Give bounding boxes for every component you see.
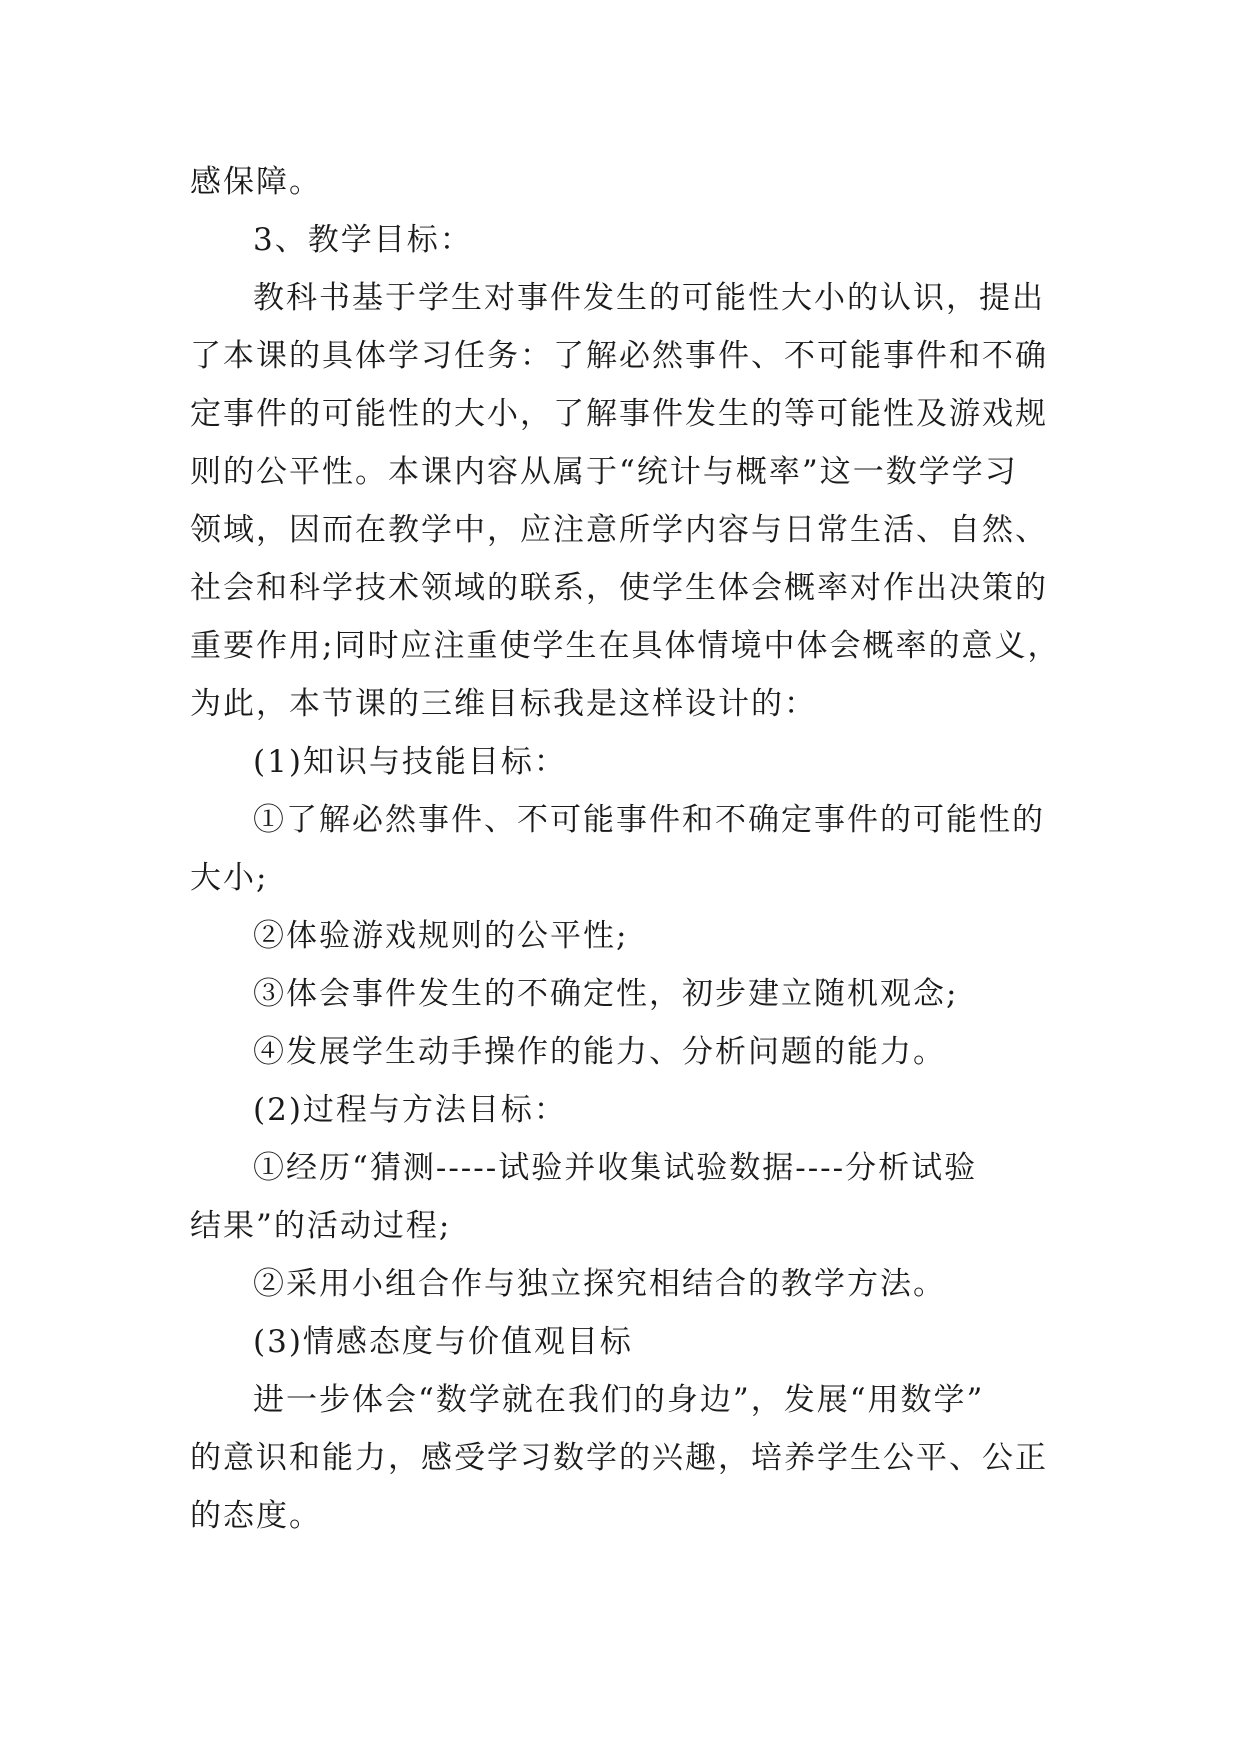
text-line: 的态度。 [190, 1498, 322, 1534]
subsection-heading: (1)知识与技能目标： [253, 744, 567, 780]
list-item: ①了解必然事件、不可能事件和不确定事件的可能性的 [253, 802, 1045, 838]
text-line: 感保障。 [190, 164, 322, 200]
text-line: 为此，本节课的三维目标我是这样设计的： [190, 686, 817, 722]
text-line: 则的公平性。本课内容从属于“统计与概率”这一数学学习 [190, 454, 1018, 490]
subsection-heading: (3)情感态度与价值观目标 [253, 1324, 633, 1360]
list-item: ④发展学生动手操作的能力、分析问题的能力。 [253, 1034, 946, 1070]
text-line: 了本课的具体学习任务：了解必然事件、不可能事件和不确 [190, 338, 1048, 374]
text-line: 的意识和能力，感受学习数学的兴趣，培养学生公平、公正 [190, 1440, 1048, 1476]
text-line: 结果”的活动过程; [190, 1208, 452, 1244]
text-line: 重要作用;同时应注重使学生在具体情境中体会概率的意义， [190, 628, 1061, 664]
list-item: ②体验游戏规则的公平性; [253, 918, 629, 954]
list-item: ②采用小组合作与独立探究相结合的教学方法。 [253, 1266, 946, 1302]
text-line: 进一步体会“数学就在我们的身边”，发展“用数学” [253, 1382, 985, 1418]
text-line: 教科书基于学生对事件发生的可能性大小的认识，提出 [253, 280, 1045, 316]
text-line: 大小; [190, 860, 269, 896]
subsection-heading: (2)过程与方法目标： [253, 1092, 567, 1128]
text-line: 定事件的可能性的大小，了解事件发生的等可能性及游戏规 [190, 396, 1048, 432]
section-heading: 3、教学目标： [253, 222, 473, 258]
list-item: ①经历“猜测-----试验并收集试验数据----分析试验 [253, 1150, 978, 1186]
list-item: ③体会事件发生的不确定性，初步建立随机观念; [253, 976, 959, 1012]
text-line: 社会和科学技术领域的联系，使学生体会概率对作出决策的 [190, 570, 1048, 606]
text-line: 领域，因而在教学中，应注意所学内容与日常生活、自然、 [190, 512, 1048, 548]
